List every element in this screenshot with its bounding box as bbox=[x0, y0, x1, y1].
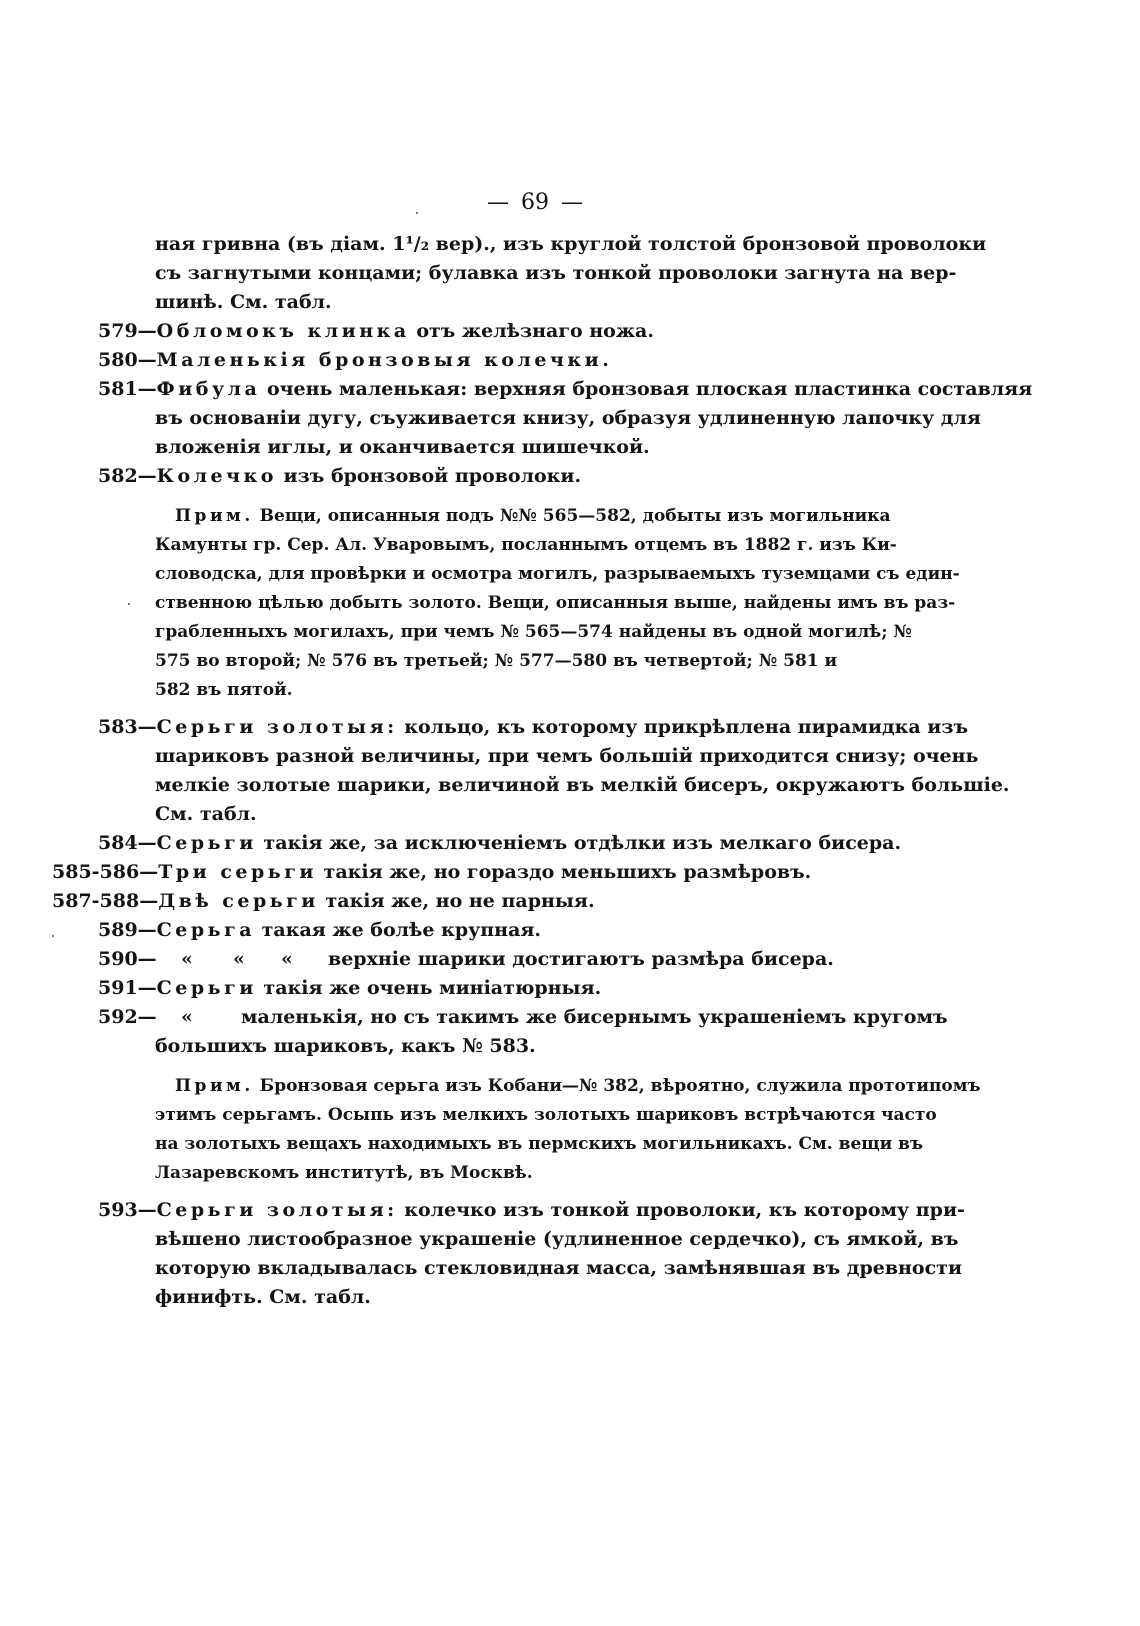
entry-589 bbox=[98, 916, 541, 944]
note-line: на золотыхъ вещахъ находимыхъ въ пермскихъ могильникахъ. См. вещи въ bbox=[155, 1134, 924, 1154]
page-number bbox=[0, 190, 1070, 215]
note-line: ственною цѣлью добыть золото. Вещи, описанныя выше, найдены имъ въ раз- bbox=[155, 593, 956, 613]
note-label: Прим. bbox=[175, 506, 254, 526]
entry-text: изъ бронзовой проволоки. bbox=[276, 465, 582, 487]
page-number-value: 69 bbox=[521, 190, 549, 215]
entry-582 bbox=[98, 462, 581, 490]
entry-number: 583— bbox=[98, 716, 157, 738]
page-number-dash-right: — bbox=[561, 190, 583, 215]
entry-title: Серьги золотыя: bbox=[156, 1199, 398, 1221]
entry-number: 590— bbox=[98, 948, 157, 970]
entry-number: 593— bbox=[98, 1199, 157, 1221]
text-line: шинѣ. См. табл. bbox=[155, 291, 332, 313]
note-line: грабленныхъ могилахъ, при чемъ № 565—574 найдены въ одной могилѣ; № bbox=[155, 622, 912, 642]
entry-583 bbox=[98, 713, 969, 741]
entry-590 bbox=[98, 945, 834, 973]
text-line: мелкіе золотые шарики, величиной въ мелкій бисеръ, окружаютъ большіе. bbox=[155, 774, 1010, 796]
note-line: 582 въ пятой. bbox=[155, 680, 293, 700]
entry-number: 587-588— bbox=[52, 890, 159, 912]
entry-591 bbox=[98, 974, 601, 1002]
scan-speck bbox=[52, 935, 54, 937]
entry-title: Фибула bbox=[156, 378, 261, 400]
entry-text: верхніе шарики достигаютъ размѣра бисера. bbox=[328, 948, 834, 970]
entry-text: маленькія, но съ такимъ же бисернымъ украшеніемъ кругомъ bbox=[241, 1006, 948, 1028]
entry-number: 581— bbox=[98, 378, 157, 400]
note-text: Вещи, описанныя подъ №№ 565—582, добыты изъ могильника bbox=[253, 506, 891, 526]
text-line: которую вкладывалась стекловидная масса, замѣнявшая въ древности bbox=[155, 1257, 963, 1279]
entry-text: такія же, но не парныя. bbox=[318, 890, 595, 912]
entry-number: 579— bbox=[98, 320, 157, 342]
entry-581 bbox=[98, 375, 1032, 403]
note-line bbox=[175, 502, 891, 530]
text-line: съ загнутыми концами; булавка изъ тонкой проволоки загнута на вер- bbox=[155, 262, 957, 284]
entry-text: такія же, за исключеніемъ отдѣлки изъ мелкаго бисера. bbox=[256, 832, 902, 854]
entry-number: 582— bbox=[98, 465, 157, 487]
entry-text: такая же болѣе крупная. bbox=[255, 919, 542, 941]
entry-585-586 bbox=[52, 858, 811, 886]
entry-587-588 bbox=[52, 887, 595, 915]
ditto-mark: « bbox=[181, 948, 193, 970]
entry-584 bbox=[98, 829, 901, 857]
entry-number: 584— bbox=[98, 832, 157, 854]
entry-number: 580— bbox=[98, 349, 157, 371]
entry-text: отъ желѣзнаго ножа. bbox=[409, 320, 654, 342]
note-line: 575 во второй; № 576 въ третьей; № 577—580 въ четвертой; № 581 и bbox=[155, 651, 838, 671]
entry-text: колечко изъ тонкой проволоки, къ которому при- bbox=[397, 1199, 965, 1221]
scan-speck bbox=[416, 212, 418, 214]
entry-title: Три серьги bbox=[158, 861, 317, 883]
entry-text: очень маленькая: верхняя бронзовая плоская пластинка составляя bbox=[260, 378, 1033, 400]
entry-593 bbox=[98, 1196, 965, 1224]
note-line: этимъ серьгамъ. Осыпь изъ мелкихъ золотыхъ шариковъ встрѣчаются часто bbox=[155, 1105, 937, 1125]
ditto-mark: « bbox=[233, 948, 245, 970]
scan-speck bbox=[128, 603, 130, 605]
note-label: Прим. bbox=[175, 1076, 254, 1096]
text-line: финифть. См. табл. bbox=[155, 1286, 371, 1308]
text-line: вѣшено листообразное украшеніе (удлиненное сердечко), съ ямкой, въ bbox=[155, 1228, 959, 1250]
entry-title: Серьги bbox=[156, 832, 257, 854]
entry-579 bbox=[98, 317, 654, 345]
entry-title: Маленькія бронзовыя колечки. bbox=[156, 349, 613, 371]
entry-number: 589— bbox=[98, 919, 157, 941]
entry-580 bbox=[98, 346, 612, 374]
entry-text: кольцо, къ которому прикрѣплена пирамидка изъ bbox=[397, 716, 969, 738]
entry-text: такія же, но гораздо меньшихъ размѣровъ. bbox=[316, 861, 812, 883]
note-line: Лазаревскомъ институтѣ, въ Москвѣ. bbox=[155, 1163, 533, 1183]
text-line: въ основаніи дугу, съуживается книзу, образуя удлиненную лапочку для bbox=[155, 407, 981, 429]
entry-title: Двѣ серьги bbox=[158, 890, 319, 912]
text-line: ная гривна (въ діам. 1¹/₂ вер)., изъ круглой толстой бронзовой проволоки bbox=[155, 233, 987, 255]
ditto-mark: « bbox=[181, 1006, 193, 1028]
entry-number: 585-586— bbox=[52, 861, 159, 883]
entry-number: 592— bbox=[98, 1006, 157, 1028]
page-number-dash-left: — bbox=[487, 190, 509, 215]
note-line: Камунты гр. Сер. Ал. Уваровымъ, посланнымъ отцемъ въ 1882 г. изъ Ки- bbox=[155, 535, 897, 555]
entry-title: Серьги bbox=[156, 977, 257, 999]
entry-title: Обломокъ клинка bbox=[156, 320, 410, 342]
note-line: словодска, для провѣрки и осмотра могилъ, разрываемыхъ туземцами съ един- bbox=[155, 564, 960, 584]
text-line: См. табл. bbox=[155, 803, 257, 825]
ditto-mark: « bbox=[281, 948, 293, 970]
text-line: шариковъ разной величины, при чемъ большій приходится снизу; очень bbox=[155, 745, 979, 767]
note-line bbox=[175, 1072, 981, 1100]
entry-title: Серьги золотыя: bbox=[156, 716, 398, 738]
entry-text: такія же очень миніатюрныя. bbox=[256, 977, 602, 999]
text-line: большихъ шариковъ, какъ № 583. bbox=[155, 1035, 536, 1057]
note-text: Бронзовая серьга изъ Кобани—№ 382, вѣроятно, служила прототипомъ bbox=[253, 1076, 981, 1096]
entry-592 bbox=[98, 1003, 948, 1031]
entry-number: 591— bbox=[98, 977, 157, 999]
entry-title: Серьга bbox=[156, 919, 256, 941]
entry-title: Колечко bbox=[156, 465, 277, 487]
text-line: вложенія иглы, и оканчивается шишечкой. bbox=[155, 436, 650, 458]
